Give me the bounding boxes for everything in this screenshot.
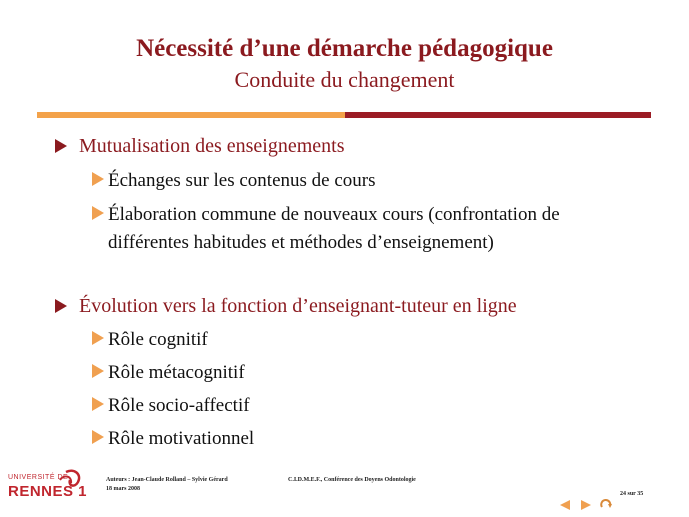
list-item: Rôle cognitif: [92, 326, 208, 354]
title-rule-orange: [37, 112, 345, 118]
university-logo: [8, 466, 88, 506]
section-heading-mutualisation: Mutualisation des enseignements: [55, 133, 345, 159]
list-item: Rôle socio-affectif: [92, 392, 250, 420]
list-item: Rôle motivationnel: [92, 425, 254, 453]
list-item: Échanges sur les contenus de cours: [92, 167, 376, 195]
bullet-triangle-icon: [92, 430, 104, 444]
footer-authors: Auteurs : Jean-Claude Rolland – Sylvie Gérard: [106, 477, 228, 483]
slide-subtitle: Conduite du changement: [234, 67, 455, 92]
list-item: Élaboration commune de nouveaux cours (confrontation de différentes habitudes et méthodes d’enseignement): [92, 201, 652, 257]
footer-date: 18 mars 2008: [106, 486, 140, 492]
bullet-triangle-icon: [92, 364, 104, 378]
bullet-triangle-icon: [55, 139, 67, 153]
logo-rennes-text: RENNES 1: [8, 483, 88, 500]
bullet-triangle-icon: [92, 397, 104, 411]
bullet-triangle-icon: [92, 172, 104, 186]
slide-title: Nécessité d’une démarche pédagogique: [136, 35, 553, 62]
bullet-triangle-icon: [92, 206, 104, 220]
prev-arrow-icon[interactable]: [558, 496, 571, 515]
logo-university-text: UNIVERSITÉ DE: [8, 474, 69, 481]
bullet-triangle-icon: [92, 331, 104, 345]
loop-icon[interactable]: [599, 496, 613, 515]
title-rule-red: [345, 112, 651, 118]
next-arrow-icon[interactable]: [580, 496, 593, 515]
footer-conference: C.I.D.M.E.F., Conférence des Doyens Odontologie: [288, 477, 416, 483]
section-heading-evolution: Évolution vers la fonction d’enseignant-tuteur en ligne: [55, 293, 517, 319]
bullet-triangle-icon: [55, 299, 67, 313]
page-number: 24 sur 35: [620, 491, 644, 497]
list-item: Rôle métacognitif: [92, 359, 245, 387]
